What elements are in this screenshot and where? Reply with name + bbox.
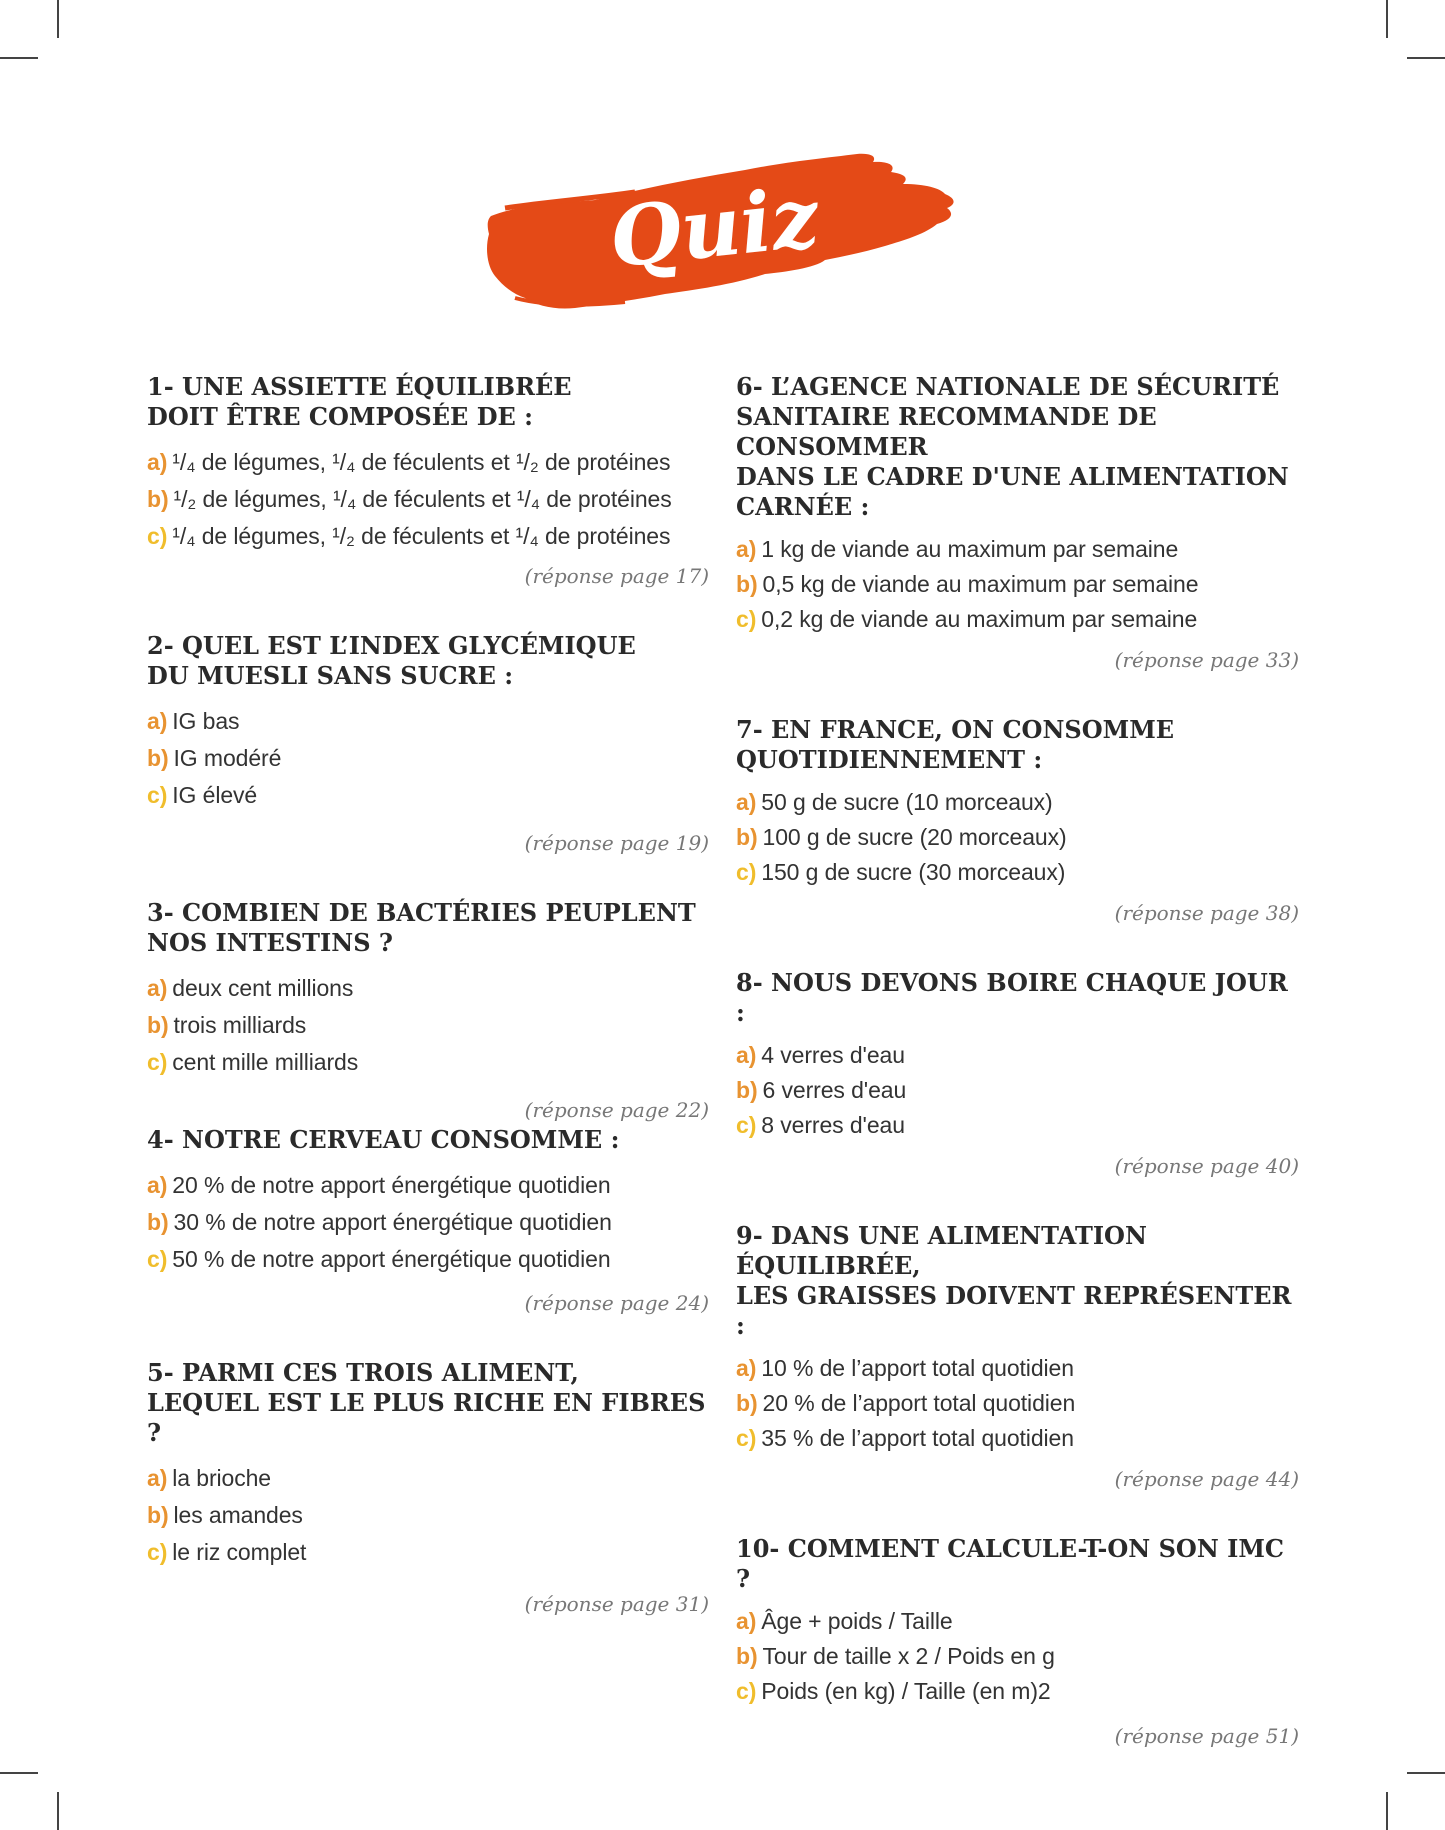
question-10: [736, 1534, 1299, 1749]
option-letter: b): [736, 571, 758, 597]
option-b: [736, 1386, 1299, 1421]
question-4: [147, 1125, 709, 1316]
option-letter: a): [147, 449, 168, 475]
option-list: [736, 785, 1299, 890]
question-title: 10- COMMENT CALCULE-T-ON SON IMC ?: [736, 1534, 1285, 1593]
option-text: ¹/₂ de légumes, ¹/₄ de féculents et ¹/₄ de protéines: [173, 486, 672, 512]
option-c: [736, 1674, 1299, 1709]
option-text: trois milliards: [173, 1012, 307, 1038]
option-text: IG bas: [172, 708, 240, 734]
option-text: 8 verres d'eau: [761, 1112, 905, 1138]
option-c: [736, 855, 1299, 890]
option-b: [147, 1007, 709, 1044]
option-a: [736, 1351, 1299, 1386]
option-text: 30 % de notre apport énergétique quotidien: [173, 1209, 612, 1235]
option-b: [147, 740, 709, 777]
option-list: [736, 1351, 1299, 1456]
option-letter: a): [147, 708, 168, 734]
option-a: [736, 1038, 1299, 1073]
crop-mark-top-right: [1386, 0, 1388, 38]
crop-mark-bottom-right-h: [1407, 1772, 1445, 1774]
option-b: [147, 1497, 709, 1534]
option-list: [147, 1460, 709, 1571]
question-1: [147, 372, 709, 589]
option-a: [736, 785, 1299, 820]
option-letter: a): [147, 1172, 168, 1198]
option-list: [147, 1167, 709, 1278]
option-text: 20 % de l’apport total quotidien: [762, 1390, 1076, 1416]
option-a: [736, 532, 1299, 567]
option-b: [147, 1204, 709, 1241]
option-a: [736, 1604, 1299, 1639]
option-c: [147, 1241, 709, 1278]
question-title: 8- NOUS DEVONS BOIRE CHAQUE JOUR :: [736, 968, 1288, 1027]
question-8: [736, 968, 1299, 1179]
answer-reference: (réponse page 17): [524, 564, 709, 588]
option-text: IG modéré: [173, 745, 282, 771]
crop-mark-bottom-left: [57, 1792, 59, 1830]
option-text: 6 verres d'eau: [762, 1077, 907, 1103]
question-title: 6- L’AGENCE NATIONALE DE SÉCURITÉ SANITAIRE RECOMMANDE DE CONSOMMER DANS LE CADRE D'UNE ALIMENTATION CARNÉE :: [736, 372, 1289, 521]
option-c: [147, 777, 709, 814]
option-text: 0,2 kg de viande au maximum par semaine: [761, 606, 1198, 632]
option-text: 20 % de notre apport énergétique quotidien: [172, 1172, 611, 1198]
question-title: 1- UNE ASSIETTE ÉQUILIBRÉE DOIT ÊTRE COMPOSÉE DE :: [147, 372, 572, 431]
option-list: [147, 970, 709, 1081]
option-c: [147, 1534, 709, 1571]
question-title: 7- EN FRANCE, ON CONSOMME QUOTIDIENNEMENT :: [736, 715, 1175, 774]
option-text: ¹/₄ de légumes, ¹/₄ de féculents et ¹/₂ de protéines: [172, 449, 671, 475]
option-text: 100 g de sucre (20 morceaux): [762, 824, 1067, 850]
option-text: les amandes: [173, 1502, 303, 1528]
option-text: 1 kg de viande au maximum par semaine: [761, 536, 1179, 562]
right-column: [736, 372, 1299, 1749]
answer-reference: (réponse page 19): [524, 831, 709, 855]
option-letter: b): [736, 824, 758, 850]
option-list: [736, 1604, 1299, 1709]
option-letter: a): [736, 789, 757, 815]
option-list: [147, 703, 709, 814]
option-a: [147, 1460, 709, 1497]
crop-mark-top-left: [57, 0, 59, 38]
option-b: [736, 1639, 1299, 1674]
option-letter: c): [736, 1425, 757, 1451]
option-text: 150 g de sucre (30 morceaux): [761, 859, 1066, 885]
option-letter: a): [147, 1465, 168, 1491]
option-text: Tour de taille x 2 / Poids en g: [762, 1643, 1055, 1669]
answer-reference: (réponse page 22): [524, 1098, 709, 1122]
answer-reference: (réponse page 38): [1114, 901, 1299, 925]
option-c: [736, 602, 1299, 637]
option-letter: a): [147, 975, 168, 1001]
option-c: [736, 1108, 1299, 1143]
option-text: 4 verres d'eau: [761, 1042, 905, 1068]
option-text: 50 g de sucre (10 morceaux): [761, 789, 1053, 815]
option-text: Âge + poids / Taille: [761, 1608, 953, 1634]
option-letter: b): [147, 1502, 169, 1528]
option-text: la brioche: [172, 1465, 271, 1491]
left-column: [147, 372, 709, 1617]
answer-reference: (réponse page 31): [524, 1592, 709, 1616]
option-a: [147, 703, 709, 740]
option-letter: c): [147, 1049, 168, 1075]
option-letter: b): [736, 1643, 758, 1669]
option-letter: c): [736, 859, 757, 885]
option-letter: c): [736, 606, 757, 632]
option-text: cent mille milliards: [172, 1049, 359, 1075]
option-a: [147, 1167, 709, 1204]
answer-reference: (réponse page 24): [524, 1291, 709, 1315]
option-text: 35 % de l’apport total quotidien: [761, 1425, 1074, 1451]
option-letter: b): [147, 1012, 169, 1038]
option-letter: c): [736, 1678, 757, 1704]
option-letter: a): [736, 1042, 757, 1068]
option-a: [147, 444, 709, 481]
question-3: [147, 898, 709, 1123]
option-b: [736, 1073, 1299, 1108]
option-text: le riz complet: [172, 1539, 307, 1565]
option-list: [147, 444, 709, 555]
crop-mark-bottom-right: [1386, 1792, 1388, 1830]
option-letter: c): [147, 1539, 168, 1565]
option-b: [736, 567, 1299, 602]
option-c: [736, 1421, 1299, 1456]
option-text: Poids (en kg) / Taille (en m)2: [761, 1678, 1051, 1704]
option-letter: a): [736, 1608, 757, 1634]
question-title: 2- QUEL EST L’INDEX GLYCÉMIQUE DU MUESLI SANS SUCRE :: [147, 631, 636, 690]
option-letter: c): [147, 1246, 168, 1272]
option-text: ¹/₄ de légumes, ¹/₂ de féculents et ¹/₄ de protéines: [172, 523, 671, 549]
option-letter: b): [147, 486, 169, 512]
option-text: 50 % de notre apport énergétique quotidien: [172, 1246, 611, 1272]
question-7: [736, 715, 1299, 926]
answer-reference: (réponse page 40): [1114, 1154, 1299, 1178]
question-title: 5- PARMI CES TROIS ALIMENT, LEQUEL EST LE PLUS RICHE EN FIBRES ?: [147, 1358, 706, 1447]
option-text: IG élevé: [172, 782, 258, 808]
answer-reference: (réponse page 51): [1114, 1724, 1299, 1748]
question-title: 4- NOTRE CERVEAU CONSOMME :: [147, 1125, 620, 1154]
option-b: [147, 481, 709, 518]
option-c: [147, 518, 709, 555]
option-letter: c): [736, 1112, 757, 1138]
option-list: [736, 1038, 1299, 1143]
option-text: 0,5 kg de viande au maximum par semaine: [762, 571, 1199, 597]
quiz-title: Quiz: [605, 169, 823, 287]
crop-mark-top-left-h: [0, 57, 38, 59]
option-letter: c): [147, 523, 168, 549]
option-letter: b): [147, 1209, 169, 1235]
crop-mark-top-right-h: [1407, 57, 1445, 59]
option-letter: b): [736, 1077, 758, 1103]
option-letter: b): [147, 745, 169, 771]
answer-reference: (réponse page 44): [1114, 1467, 1299, 1491]
option-letter: b): [736, 1390, 758, 1416]
question-9: [736, 1221, 1299, 1492]
question-title: 3- COMBIEN DE BACTÉRIES PEUPLENT NOS INTESTINS ?: [147, 898, 696, 957]
option-letter: a): [736, 536, 757, 562]
option-list: [736, 532, 1299, 637]
question-2: [147, 631, 709, 856]
option-b: [736, 820, 1299, 855]
answer-reference: (réponse page 33): [1114, 648, 1299, 672]
option-text: 10 % de l’apport total quotidien: [761, 1355, 1074, 1381]
quiz-banner: [485, 148, 967, 312]
question-5: [147, 1358, 709, 1617]
option-c: [147, 1044, 709, 1081]
crop-mark-bottom-left-h: [0, 1772, 38, 1774]
option-letter: a): [736, 1355, 757, 1381]
option-a: [147, 970, 709, 1007]
question-title: 9- DANS UNE ALIMENTATION ÉQUILIBRÉE, LES GRAISSES DOIVENT REPRÉSENTER :: [736, 1221, 1292, 1340]
option-text: deux cent millions: [172, 975, 354, 1001]
option-letter: c): [147, 782, 168, 808]
question-6: [736, 372, 1299, 673]
